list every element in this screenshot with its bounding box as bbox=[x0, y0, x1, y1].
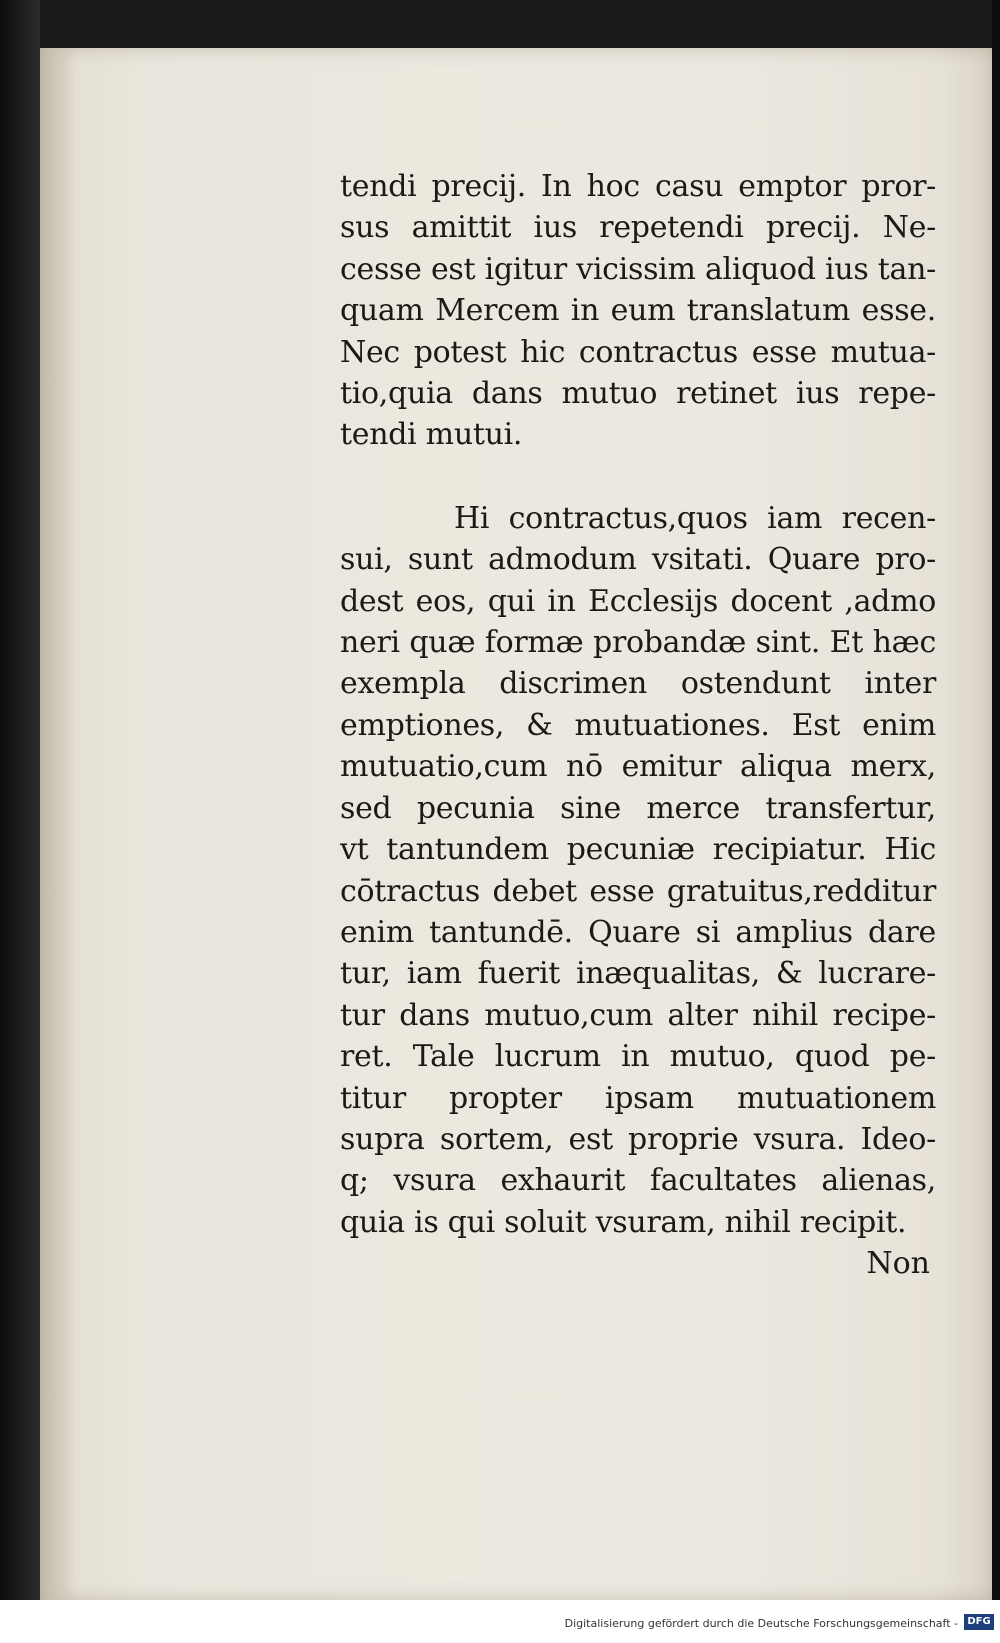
text-line: cōtractus debet esse gratuitus,redditur bbox=[340, 873, 936, 909]
text-line: sus amittit ius repetendi precij. Ne- bbox=[340, 210, 936, 246]
paragraph-1 bbox=[340, 166, 936, 456]
text-line: q; vsura exhaurit facultates alienas, bbox=[340, 1163, 936, 1199]
text-line: tur, iam fuerit inæqualitas, & lucrare- bbox=[340, 956, 936, 992]
text-line: ret. Tale lucrum in mutuo, quod pe- bbox=[340, 1039, 936, 1075]
page-text-block bbox=[340, 166, 936, 1285]
text-line: mutuatio,cum nō emitur aliqua merx, bbox=[340, 749, 936, 785]
text-line: supra sortem, est proprie vsura. Ideo- bbox=[340, 1121, 936, 1157]
text-line: enim tantundē. Quare si amplius dare bbox=[340, 914, 936, 950]
digitization-footer bbox=[0, 1600, 1000, 1643]
text-line: neri quæ formæ probandæ sint. Et hæc bbox=[340, 625, 936, 661]
page-gutter-shadow bbox=[40, 48, 76, 1600]
text-line: quia is qui soluit vsuram, nihil recipit. bbox=[340, 1204, 907, 1240]
paragraph-2 bbox=[340, 498, 936, 1243]
text-line: tio,quia dans mutuo retinet ius repe- bbox=[340, 376, 936, 412]
text-line: tur dans mutuo,cum alter nihil recipe- bbox=[340, 997, 936, 1033]
text-line: titur propter ipsam mutuationem bbox=[340, 1080, 936, 1116]
text-line: quam Mercem in eum translatum esse. bbox=[340, 293, 936, 329]
binding-edge bbox=[992, 0, 1000, 1600]
text-line: tendi mutui. bbox=[340, 417, 523, 453]
text-line: sui, sunt admodum vsitati. Quare pro- bbox=[340, 542, 936, 578]
text-line: Nec potest hic contractus esse mutua- bbox=[340, 334, 936, 370]
catchword: Non bbox=[866, 1246, 930, 1282]
text-line: sed pecunia sine merce transfertur, bbox=[340, 790, 936, 826]
dfg-logo: DFG bbox=[964, 1614, 994, 1630]
book-cover-edge bbox=[0, 0, 40, 1600]
text-line: tendi precij. In hoc casu emptor pror- bbox=[340, 169, 936, 204]
text-line: vt tantundem pecuniæ recipiatur. Hic bbox=[340, 832, 936, 868]
text-line: exempla discrimen ostendunt inter bbox=[340, 666, 936, 702]
funding-credit: Digitalisierung gefördert durch die Deutsche Forschungsgemeinschaft - bbox=[564, 1617, 958, 1630]
text-line: dest eos, qui in Ecclesijs docent ,admo bbox=[340, 583, 936, 619]
text-line: emptiones, & mutuationes. Est enim bbox=[340, 707, 936, 743]
text-line: cesse est igitur vicissim aliquod ius tan- bbox=[340, 251, 936, 287]
text-line: Hi contractus,quos iam recen- bbox=[454, 500, 936, 536]
